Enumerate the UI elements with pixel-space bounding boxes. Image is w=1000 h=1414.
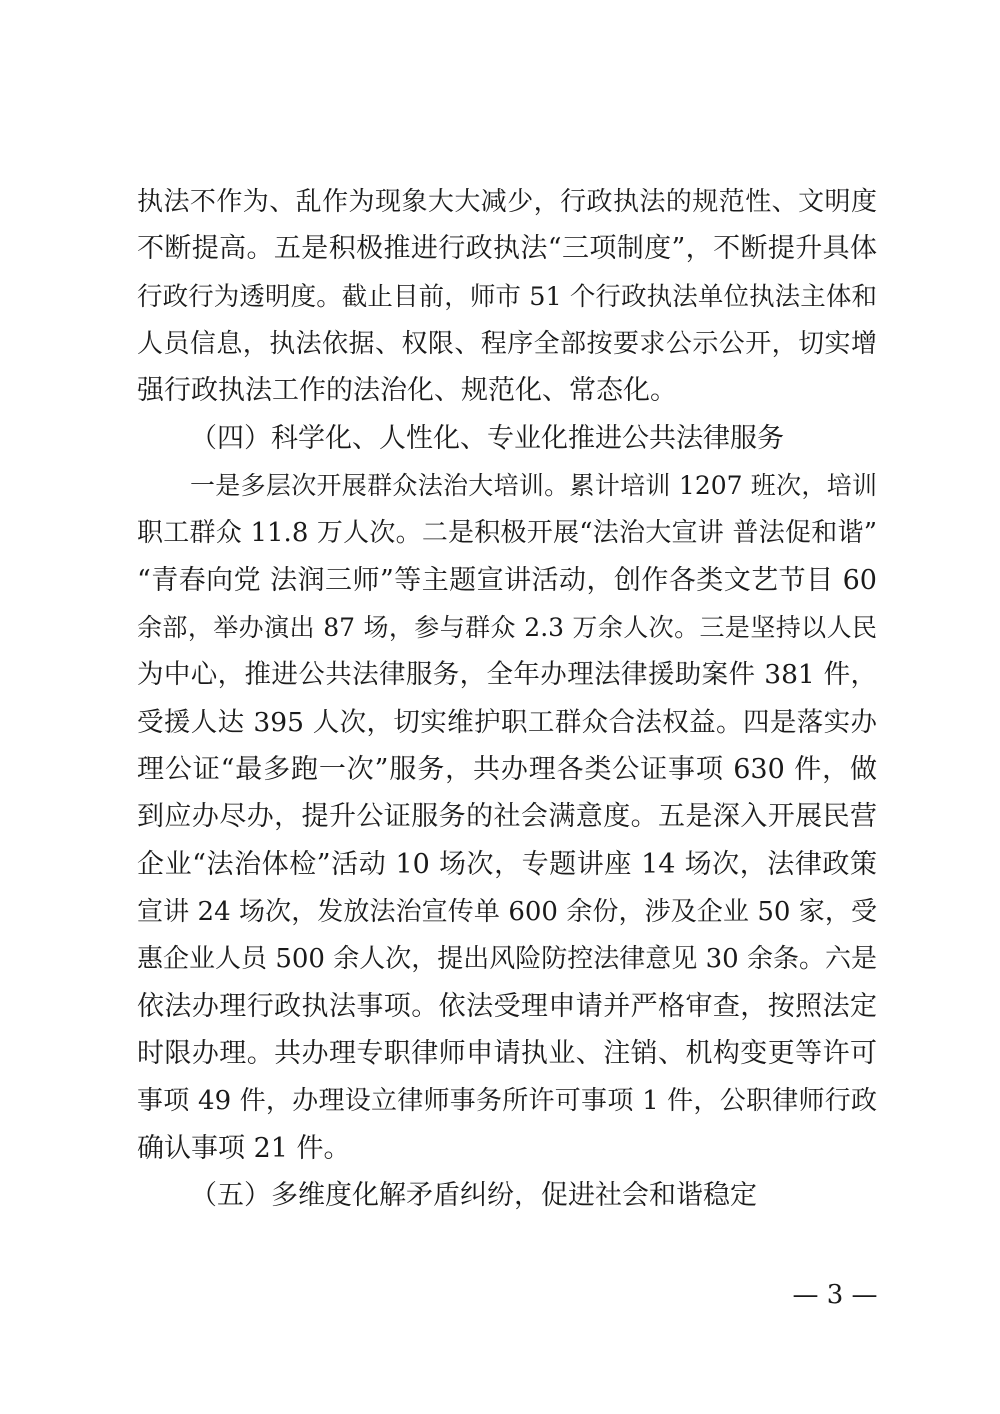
paragraph-line: 不断提高。五是积极推进行政执法“三项制度”，不断提升具体 xyxy=(137,233,877,264)
paragraph-line: 执法不作为、乱作为现象大大减少，行政执法的规范性、文明度 xyxy=(137,187,877,217)
paragraph-line: 企业“法治体检”活动 10 场次，专题讲座 14 场次，法律政策 xyxy=(137,849,877,880)
paragraph-line: 为中心，推进公共法律服务，全年办理法律援助案件 381 件， xyxy=(137,659,877,690)
paragraph-line: 时限办理。共办理专职律师申请执业、注销、机构变更等许可 xyxy=(137,1038,877,1069)
paragraph-line: 受援人达 395 人次，切实维护职工群众合法权益。四是落实办 xyxy=(137,707,877,738)
paragraph-line: 确认事项 21 件。 xyxy=(137,1133,351,1164)
page-number: — 3 — xyxy=(792,1280,878,1310)
paragraph-line: 理公证“最多跑一次”服务，共办理各类公证事项 630 件，做 xyxy=(137,754,877,785)
section-heading-5: （五）多维度化解矛盾纠纷，促进社会和谐稳定 xyxy=(190,1180,757,1211)
paragraph-line: 事项 49 件，办理设立律师事务所许可事项 1 件，公职律师行政 xyxy=(137,1086,877,1116)
paragraph-line: 依法办理行政执法事项。依法受理申请并严格审查，按照法定 xyxy=(137,991,877,1022)
paragraph-line: “青春向党 法润三师”等主题宣讲活动，创作各类文艺节目 60 xyxy=(137,565,877,596)
section-heading-4: （四）科学化、人性化、专业化推进公共法律服务 xyxy=(190,423,784,454)
paragraph-line: 职工群众 11.8 万人次。二是积极开展“法治大宣讲 普法促和谐” xyxy=(137,518,877,548)
paragraph-line: 到应办尽办，提升公证服务的社会满意度。五是深入开展民营 xyxy=(137,801,877,832)
paragraph-line: 宣讲 24 场次，发放法治宣传单 600 余份，涉及企业 50 家，受 xyxy=(137,897,877,927)
paragraph-line: 行政行为透明度。截止目前，师市 51 个行政执法单位执法主体和 xyxy=(137,282,877,312)
paragraph-line: 一是多层次开展群众法治大培训。累计培训 1207 班次，培训 xyxy=(190,471,877,500)
paragraph-line: 强行政执法工作的法治化、规范化、常态化。 xyxy=(137,375,677,406)
paragraph-line: 惠企业人员 500 余人次，提出风险防控法律意见 30 余条。六是 xyxy=(137,944,877,974)
paragraph-line: 人员信息，执法依据、权限、程序全部按要求公示公开，切实增 xyxy=(137,329,877,359)
paragraph-line: 余部，举办演出 87 场，参与群众 2.3 万余人次。三是坚持以人民 xyxy=(137,613,877,642)
